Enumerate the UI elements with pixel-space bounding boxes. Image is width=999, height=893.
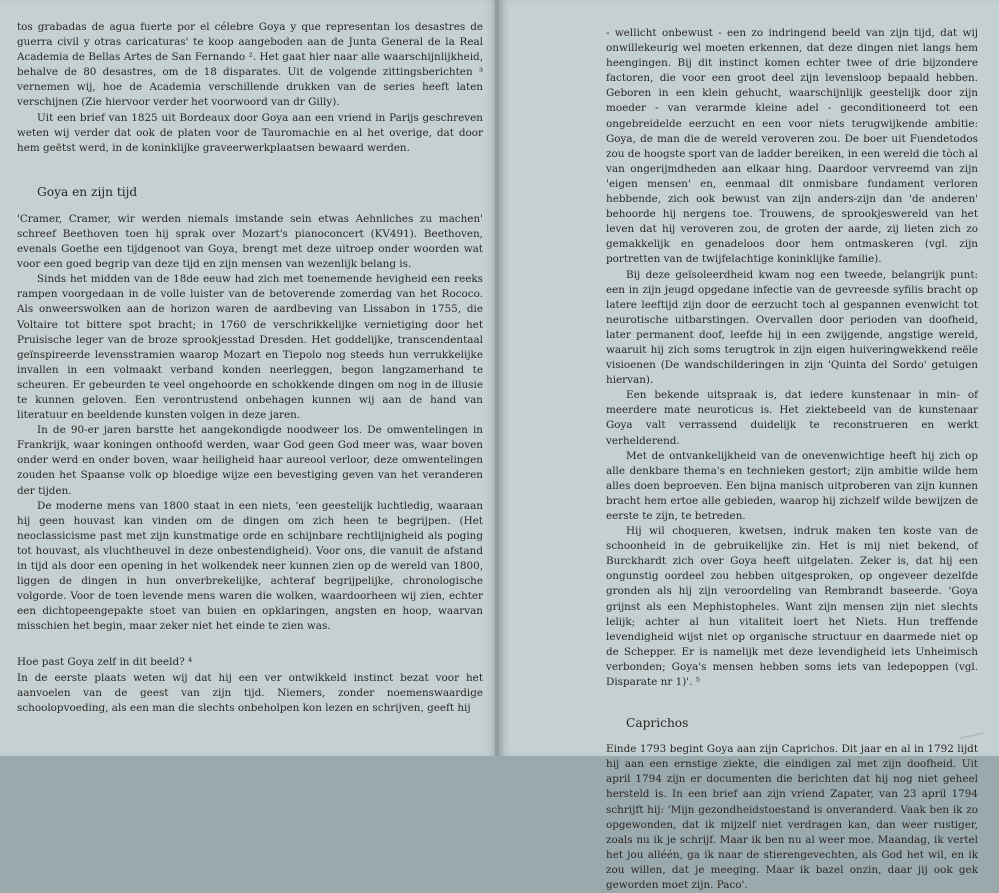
page-crease: [960, 733, 987, 753]
paragraph: Hij wil choqueren, kwetsen, indruk maken ten koste van de schoonheid in de gebruikelijke zin. Het is mij niet bekend, of Burckhardt zich over Goya heeft uitgelaten. Zeker is, dat hij een ongunstig oordeel zou hebben uitgesproken, op ongeveer dezelfde gronden als hij zijn veroordeling van Rembrandt baseerde. 'Goya grijnst als een Mephistopheles. Want zijn mensen zijn niet slechts lelijk; achter al hun vitaliteit loert het Niets. Hun treffende levendigheid wijst niet op organische structuur en daarmede niet op de Schepper. Er is namelijk met deze levendigheid iets Unheimisch verbonden; Goya's mensen hebben soms iets van ledepoppen (vgl. Disparate nr 1)'. ⁵: [606, 525, 978, 689]
paragraph: De moderne mens van 1800 staat in een niets, 'een geestelijk luchtledig, waaraan hij geen houvast kan vinden om de dingen om zich heen te begrijpen. (Het neoclassicisme past met zijn kunstmatige orde en schijnbare rechtlijnigheid als poging tot houvast, als vluchtheuvel in deze onbestendigheid). Voor ons, die vanuit de afstand in tijd als door een opening in het wolkendek neer kunnen zien op de wereld van 1800, liggen de dingen in hun onverbrekelijke, achteraf begrijpelijke, chronologische volgorde. Voor de toen levende mens waren die wolken, waardoorheen wij zien, echter een dichtopeengepakte stoet van buien en opklaringen, angsten en hoop, waarvan misschien het begin, maar zeker niet het einde te zien was.: [17, 499, 483, 633]
question-line: Hoe past Goya zelf in dit beeld? ⁴: [17, 656, 193, 669]
paragraph: Uit een brief van 1825 uit Bordeaux door Goya aan een vriend in Parijs geschreven weten wij verder dat ook de platen voor de Tauromachie en al het overige, dat door hem geëtst werd, in de koninklijke graveerwerkplaatsen bewaard werden.: [17, 111, 483, 154]
right-page: [499, 0, 999, 891]
paragraph: In de 90-er jaren barstte het aangekondigde noodweer los. De omwentelingen in Frankrijk, waar koningen onthoofd werden, waar God geen God meer was, waar boven onder werd en onder boven, waar heiligheid haar aureool verloor, deze omwentelingen zouden het Spaanse volk op bloedige wijze een bevestiging geven van het veranderen der tijden.: [17, 424, 483, 497]
section-heading: Caprichos: [626, 716, 689, 731]
paragraph: Met de ontvankelijkheid van de onevenwichtige heeft hij zich op alle denkbare thema's en technieken gestort; zijn ambitie wilde hem alles doen beproeven. Een bijna manisch uitproberen van zijn kunnen bracht hem ertoe alle gebieden, waarop hij zichzelf wilde bewijzen de eerste te zijn, te betreden.: [606, 449, 978, 522]
paragraph: Bij deze geïsoleerdheid kwam nog een tweede, belangrijk punt: een in zijn jeugd opgedane infectie van de gevreesde syfilis bracht op latere leeftijd zijn door de eerzucht toch al gespannen evenwicht tot neurotische uitbarstingen. Overvallen door perioden van doofheid, later permanent doof, leefde hij in een zwijgende, angstige wereld, waaruit hij zich soms terugtrok in zijn eigen huiveringwekkend reële visioenen (De wandschilderingen in zijn 'Quinta del Sordo' getuigen hiervan).: [606, 268, 978, 387]
section-heading: Goya en zijn tijd: [37, 184, 138, 199]
paragraph: Een bekende uitspraak is, dat iedere kunstenaar in min- of meerdere mate neuroticus is. Het ziektebeeld van de kunstenaar Goya valt verrassend duidelijk te reconstrueren en werkt verhelderend.: [606, 389, 978, 447]
paragraph: - wellicht onbewust - een zo indringend beeld van zijn tijd, dat wij onwillekeurig wel moeten erkennen, dat deze dingen niet langs hem heengingen. Bij dit instinct komen echter twee of drie bijzondere factoren, die voor een groot deel zijn levensloop bepaald hebben. Geboren in een klein gehucht, waarschijnlijk geestelijk door zijn moeder - van verarmde kleine adel - geconditioneerd tot een ongebreidelde eerzucht en een voor niets terugwijkende ambitie: Goya, de man die de wereld veroveren zou. De boer uit Fuendetodos zou de hoogste sport van de ladder bereiken, in een wereld die tòch al van ongerijmdheden aan elkaar hing. Daardoor vervreemd van zijn 'eigen mensen' en, eenmaal dit onmisbare fundament verloren hebbende, zich ook bewust van zijn anders-zijn dan 'de anderen' behoorde hij nergens toe. Trouwens, de sprookjeswereld van het leven dat hij veroveren zou, de groten der aarde, zij lieten zich zo gemakkelijk en genadeloos door hem ontmaskeren (vgl. zijn portretten van de twijfelachtige koninklijke familie).: [606, 27, 978, 266]
paragraph: In de eerste plaats weten wij dat hij een ver ontwikkeld instinct bezat voor het aanvoelen van de geest van zijn tijd. Niemers, zonder noemenswaardige schoolopvoeding, als een man die slechts onbeholpen kon lezen en schrijven, geeft hij: [17, 671, 483, 714]
paragraph: Einde 1793 begint Goya aan zijn Caprichos. Dit jaar en al in 1792 lijdt hij aan een ernstige ziekte, die eindigen zal met zijn doofheid. Uit april 1794 zijn er documenten die berichten dat hij nog niet geheel hersteld is. In een brief aan zijn vriend Zapater, van 23 april 1794 schrijft hij: 'Mijn gezondheidstoestand is onveranderd. Vaak ben ik zo opgewonden, dat ik mijzelf niet verdragen kan, dan weer rustiger, zoals nu ik je schrijf. Maar ik ben nu al weer moe. Maandag, ik vertel het jou alléén, ga ik naar de stierengevechten, als God het wil, en ik zou willen, dat je meeging. Maar ik bazel onzin, daar jij ook gek geworden moet zijn. Paco'.: [606, 743, 978, 891]
left-page: [0, 0, 497, 756]
paragraph: Sinds het midden van de 18de eeuw had zich met toenemende hevigheid een reeks rampen voorgedaan in de volle luister van de betoverende zomerdag van het Rococo. Als onweerswolken aan de horizon waren de aardbeving van Lissabon in 1755, die Voltaire tot bittere spot bracht; in 1760 de verschrikkelijke vernietiging door het Pruisische leger van de broze sprookjesstad Dresden. Het goddelijke, transcendentaal geïnspireerde levensstramien waarop Mozart en Tiepolo nog steeds hun verrukkelijke invallen in een volmaakt verband konden neerleggen, begon langzamerhand te scheuren. Er gebeurden te veel ongehoorde en schokkende dingen om nog in de illusie te kunnen geloven. Een verontrustend onbehagen kunnen wij aan de hand van literatuur en beeldende kunsten volgen in deze jaren.: [17, 273, 483, 422]
paragraph: 'Cramer, Cramer, wir werden niemals imstande sein etwas Aehnliches zu machen' schreef Beethoven toen hij sprak over Mozart's pianoconcert (KV491). Beethoven, evenals Goethe een tijdgenoot van Goya, brengt met deze uitroep onder woorden wat voor een goed begrip van deze tijd en zijn mensen van wezenlijk belang is.: [17, 212, 483, 271]
paragraph: tos grabadas de agua fuerte por el célebre Goya y que representan los desastres de guerra civil y otras caricaturas' te koop aangeboden aan de Junta General de la Real Academia de Bellas Artes de San Fernando ². Het gaat hier naar alle waarschijnlijkheid, behalve de 80 desastres, om de 18 disparates. Uit de volgende zittingsberichten ³ vernemen wij, hoe de Academia verschillende drukken van de series heeft laten verschijnen (Zie hiervoor verder het voorwoord van dr Gilly).: [17, 21, 483, 109]
